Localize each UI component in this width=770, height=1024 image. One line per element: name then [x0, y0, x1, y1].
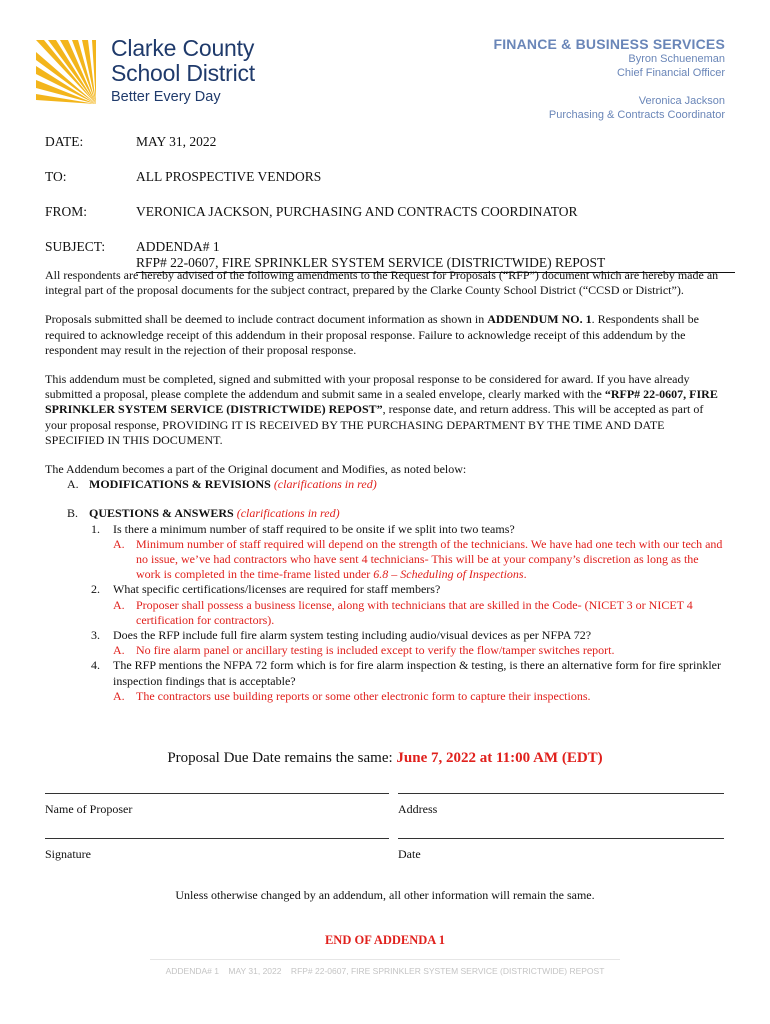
subject-line2: RFP# 22-0607, FIRE SPRINKLER SYSTEM SERVICE (DISTRICTWIDE) REPOST: [136, 255, 735, 273]
section-a: A. MODIFICATIONS & REVISIONS (clarifications in red): [67, 477, 377, 492]
logo-tagline: Better Every Day: [111, 89, 221, 105]
answer-text: The contractors use building reports or some other electronic form to capture their inspections.: [136, 688, 591, 703]
rfp-reference-bold: “RFP# 22-0607, FIRE SPRINKLER SYSTEM SERVICE (DISTRICTWIDE) REPOST”: [45, 387, 718, 417]
paragraph-4: The Addendum becomes a part of the Original document and Modifies, as noted below:: [45, 462, 467, 477]
from-value: VERONICA JACKSON, PURCHASING AND CONTRACTS COORDINATOR: [136, 204, 578, 219]
department-header: [493, 36, 725, 122]
closing-statement: Unless otherwise changed by an addendum, all other information will remain the same.: [175, 888, 595, 902]
memo-date-row: [45, 134, 735, 150]
date-field-label: Date: [398, 847, 421, 861]
answer-text: No fire alarm panel or ancillary testing is included except to verify the flow/tamper switches report.: [136, 643, 615, 658]
section-b-note: (clarifications in red): [236, 506, 340, 521]
question-4: 4. The RFP mentions the NFPA 72 form which is for fire alarm inspection & testing, is there an alternative form for fire sprinkler inspection findings that is acceptable? A. The contractors use building reports or some other electronic form to capture their inspections.: [91, 658, 721, 703]
date-value: MAY 31, 2022: [136, 134, 217, 149]
question-3: 3. Does the RFP include full fire alarm system testing including audio/visual devices as per NFPA 72? A. No fire alarm panel or ancillary testing is included except to verify the flow/tamper switches report.: [91, 628, 615, 658]
to-value: ALL PROSPECTIVE VENDORS: [136, 169, 322, 184]
question-text: Does the RFP include full fire alarm system testing including audio/visual devices as per NFPA 72?: [113, 628, 592, 643]
from-label: FROM:: [45, 204, 88, 219]
district-logo: [34, 36, 304, 116]
addendum-body: [45, 268, 723, 704]
page-footer: ADDENDA# 1 MAY 31, 2022 RFP# 22-0607, FIRE SPRINKLER SYSTEM SERVICE (DISTRICTWIDE) REPOST: [165, 966, 605, 976]
to-label: TO:: [45, 169, 67, 184]
signature-field[interactable]: [45, 838, 389, 862]
answer-text: Minimum number of staff required will depend on the strength of the technicians. We have had one tech with our tech and no issue, we’ve had contractors who have sent 4 technicians- This will be at your company’s discretion as long as the work is completed in the time-frame listed under 6.8 – Scheduling of Inspections.: [136, 536, 723, 582]
memo-to-row: [45, 169, 735, 185]
date-label: DATE:: [45, 134, 84, 149]
footer-divider: [150, 959, 620, 960]
coordinator-title: Purchasing & Contracts Coordinator: [548, 109, 725, 121]
question-text: The RFP mentions the NFPA 72 form which is for fire alarm inspection & testing, is there an alternative form for fire sprinkler inspection findings that is acceptable?: [113, 658, 721, 688]
subject-label: SUBJECT:: [45, 239, 106, 254]
paragraph-1: All respondents are hereby advised of the following amendments to the Request for Proposals (“RFP”) document which are hereby made an integral part of the proposal documents for the subject contract, prepared by the Clarke County School District (“CCSD or District”).: [45, 268, 719, 298]
logo-name-line2: School District: [111, 60, 255, 86]
name-of-proposer-label: Name of Proposer: [45, 802, 133, 816]
cfo-title: Chief Financial Officer: [616, 67, 725, 79]
memo-from-row: [45, 204, 735, 220]
department-title: FINANCE & BUSINESS SERVICES: [493, 36, 725, 52]
coordinator-name: Veronica Jackson: [638, 95, 725, 107]
paragraph-3: This addendum must be completed, signed and submitted with your proposal response to be considered for award. If you have already submitted a proposal, please complete the addendum and submit same in a sealed envelope, clearly marked with the “RFP# 22-0607, FIRE SPRINKLER SYSTEM SERVICE (DISTRICTWIDE) REPOST”, response date, and return address. This will be accepted as part of your proposal response, PROVIDING IT IS RECEIVED BY THE PURCHASING DEPARTMENT BY THE TIME AND DATE SPECIFIED IN THIS DOCUMENT.: [45, 372, 718, 447]
date-field[interactable]: [398, 838, 724, 862]
sunburst-logo-icon: [34, 38, 102, 106]
section-b-title: QUESTIONS & ANSWERS: [89, 506, 234, 521]
answer-text: Proposer shall possess a business license, along with technicians that are skilled in the Code- (NICET 3 or NICET 4 certification for contractors).: [136, 597, 693, 627]
subject-line1: ADDENDA# 1: [136, 239, 220, 254]
cfo-name: Byron Schueneman: [628, 53, 725, 65]
due-date-value: June 7, 2022 at 11:00 AM (EDT): [396, 750, 603, 766]
section-a-title: MODIFICATIONS & REVISIONS: [89, 477, 271, 492]
question-2: 2. What specific certifications/licenses are required for staff members? A. Proposer shall possess a business license, along with technicians that are skilled in the Code- (NICET 3 or NICET 4 certification for contractors).: [45, 582, 723, 628]
section-b: B. QUESTIONS & ANSWERS (clarifications in red): [67, 506, 340, 521]
proposal-due-date: Proposal Due Date remains the same: June 7, 2022 at 11:00 AM (EDT): [167, 750, 603, 766]
question-1: 1. Is there a minimum number of staff required to be onsite if we split into two teams? A. Minimum number of staff required will depend on the strength of the technicians. We have had one tech with our tech and no issue, we’ve had contractors who have sent 4 technicians- This will be at your company’s discretion as long as the work is completed in the time-frame listed under 6.8 – Scheduling of Inspections.: [91, 521, 723, 582]
address-field[interactable]: [398, 793, 724, 817]
question-text: What specific certifications/licenses are required for staff members?: [113, 582, 441, 597]
question-text: Is there a minimum number of staff required to be onsite if we split into two teams?: [113, 521, 515, 536]
addendum-no-bold: ADDENDUM NO. 1: [487, 312, 592, 327]
section-a-note: (clarifications in red): [273, 477, 377, 492]
end-of-addenda: END OF ADDENDA 1: [324, 933, 446, 947]
paragraph-2: Proposals submitted shall be deemed to include contract document information as shown in ADDENDUM NO. 1. Respondents shall be required to acknowledge receipt of this addendum in their proposal response. Failure to acknowledge receipt of this addendum by the respondent may result in the rejection of their proposal response.: [45, 312, 699, 357]
name-of-proposer-field[interactable]: [45, 793, 389, 817]
signature-label: Signature: [45, 847, 91, 861]
memo-header: [45, 134, 735, 273]
logo-name-line1: Clarke County: [111, 35, 255, 61]
address-label: Address: [398, 802, 438, 816]
